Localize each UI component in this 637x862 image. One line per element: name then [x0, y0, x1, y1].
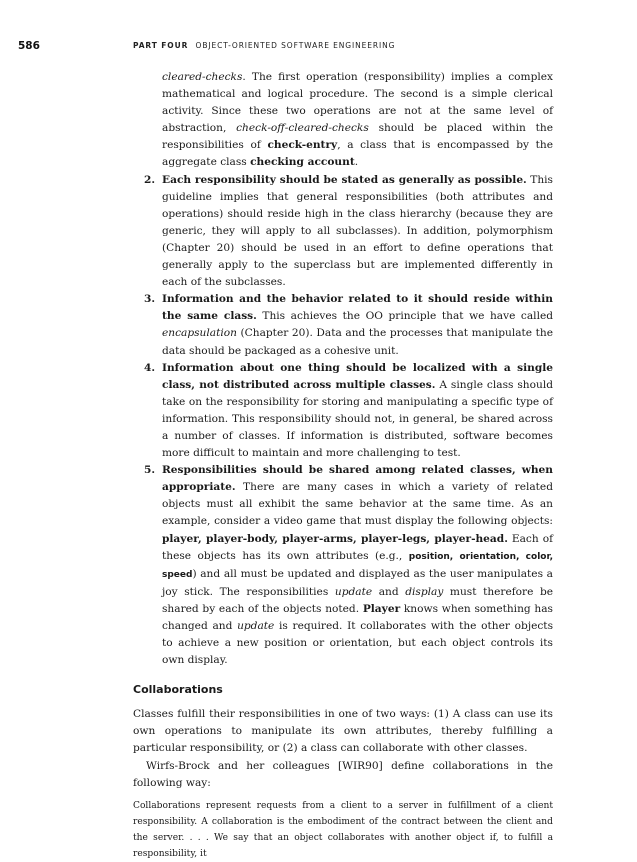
- quote-text: Collaborations represent requests from a client to a server in fulfillment of a client responsibility. A collaboration is the embodiment of the contract between the client and the server. . . . We say that an object collaborates with another object if, to fulfill a responsibility, it: [133, 800, 553, 859]
- item-number: 2.: [144, 173, 156, 186]
- item-body-3: ) and all must be updated and displayed as the user manipulates a joy stick. The responsibilities: [162, 567, 553, 598]
- item-paragraph: [162, 291, 553, 359]
- list-item: [133, 172, 553, 292]
- item-number: 5.: [144, 464, 156, 477]
- intro-paragraph: [162, 69, 553, 172]
- section-paragraph: Classes fulfill their responsibilities in one of two ways: (1) A class can use its own operations to manipulate its own attributes, thereby fulfilling a particular responsibility, or (2) a class can collaborate with other classes.: [133, 708, 553, 755]
- part-label: PART FOUR: [133, 41, 189, 50]
- item-number: 4.: [144, 361, 156, 374]
- running-header: [0, 40, 637, 54]
- item-body-2: (Chapter 20). Data and the processes that manipulate the data should be packaged as a cohesive unit.: [162, 327, 553, 357]
- item-body-6: knows when something has changed and: [162, 602, 553, 632]
- item-paragraph: [162, 462, 553, 669]
- item-body-4: and: [372, 585, 406, 598]
- page-body: [133, 69, 553, 862]
- item-paragraph: [162, 172, 553, 292]
- class-player: Player: [362, 602, 401, 615]
- item-heading: Information and the behavior related to it should reside within the same class.: [162, 293, 553, 323]
- section-heading: Collaborations: [133, 683, 223, 697]
- item-body: A single class should take on the responsibility for storing and manipulating a specific type of information. This responsibility should not, in general, be shared across a number of classes. If information is distributed, software becomes more difficult to maintain and more challenging to test.: [162, 378, 553, 460]
- block-quote: [133, 798, 553, 862]
- item-heading: Information about one thing should be localized with a single class, not distributed across multiple classes.: [162, 361, 553, 391]
- intro-text-4: .: [354, 156, 359, 169]
- part-title: [133, 41, 395, 50]
- class-checking-account: checking account: [250, 156, 355, 169]
- item-heading: Each responsibility should be stated as generally as possible.: [162, 173, 527, 186]
- item-body-2: Each of these objects has its own attributes (e.g.,: [162, 532, 553, 562]
- intro-text-2: should be placed within the responsibilities of: [162, 122, 554, 152]
- list-item: [133, 291, 553, 359]
- part-name: OBJECT-ORIENTED SOFTWARE ENGINEERING: [195, 41, 396, 50]
- item-body: This guideline implies that general responsibilities (both attributes and operations) should reside high in the class hierarchy (because they are generic, they will apply to all subclasses). In addition, polymorphism (Chapter 20) should be used in an effort to define operations that generally apply to the superclass but are implemented differently in each of the subclasses.: [162, 173, 553, 289]
- term-cleared-checks: cleared-checks: [162, 71, 243, 83]
- item-heading: Responsibilities should be shared among related classes, when appropriate.: [162, 464, 553, 494]
- item-paragraph: [162, 360, 553, 463]
- item-body: There are many cases in which a variety of related objects must all exhibit the same behavior at the same time. As an example, consider a video game that must display the following objects:: [162, 481, 553, 528]
- intro-text-3: , a class that is encompassed by the aggregate class: [162, 139, 553, 169]
- item-body-5: must therefore be shared by each of the objects noted.: [162, 585, 554, 615]
- term-update: update: [334, 585, 373, 598]
- intro-text-1: . The first operation (responsibility) implies a complex mathematical and logical procedure. The second is a simple clerical activity. Since these two operations are not at the same level of abstraction,: [162, 71, 553, 135]
- page-number: 586: [18, 40, 40, 52]
- term-update-2: update: [237, 620, 275, 632]
- list-item: [133, 462, 553, 669]
- item-number: 3.: [144, 293, 156, 306]
- item-body: This achieves the OO principle that we have called: [256, 310, 554, 323]
- term-display: display: [405, 585, 444, 598]
- section-paragraph-2: Wirfs-Brock and her colleagues [WIR90] define collaborations in the following way:: [133, 759, 553, 789]
- term-check-off-cleared-checks: check-off-cleared-checks: [236, 122, 369, 135]
- class-check-entry: check-entry: [267, 139, 338, 152]
- list-item: [133, 360, 553, 463]
- item-body-7: is required. It collaborates with the other objects to achieve a new position or orientation, but each object controls its own display.: [162, 620, 553, 667]
- term-encapsulation: encapsulation: [162, 327, 237, 340]
- attribute-list: position, orientation, color, speed: [162, 551, 553, 580]
- object-list: player, player-body, player-arms, player-legs, player-head.: [162, 532, 508, 545]
